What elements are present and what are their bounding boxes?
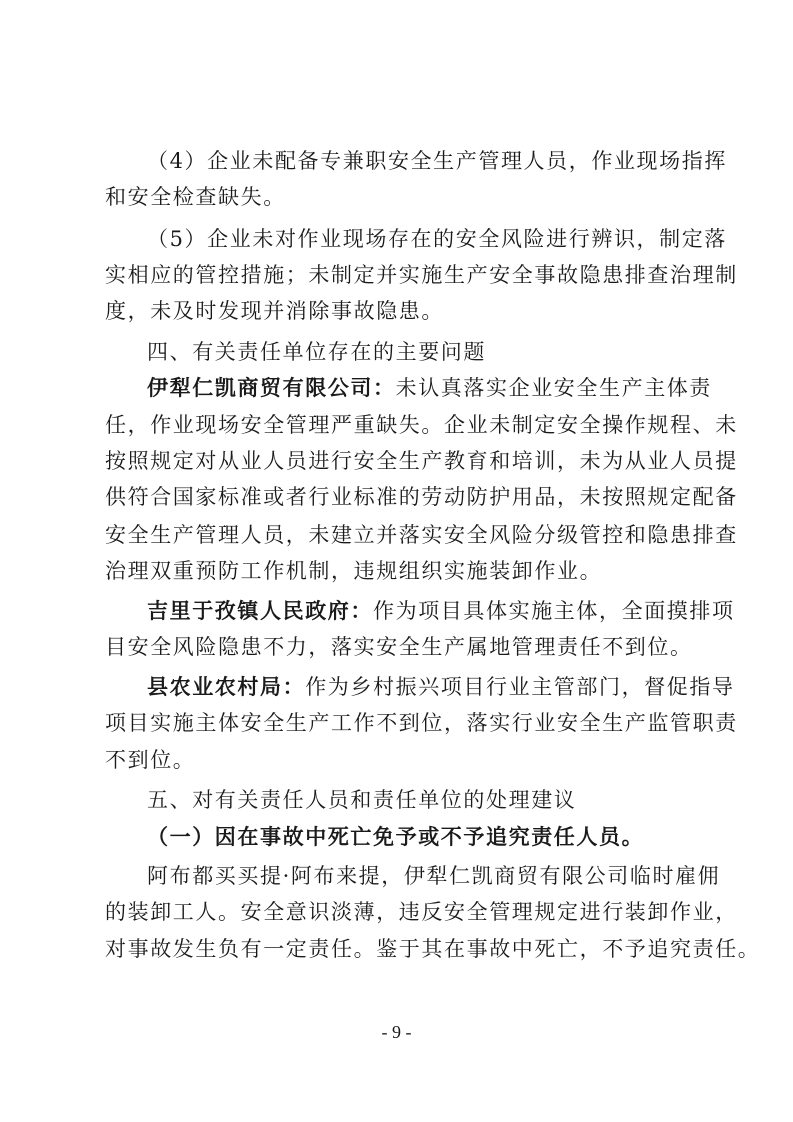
paragraph-company-line-4: 供符合国家标准或者行业标准的劳动防护用品，未按照规定配备 (105, 485, 738, 509)
paragraph-worker-line-3: 对事故发生负有一定责任。鉴于其在事故中死亡，不予追究责任。 (105, 937, 761, 961)
agriculture-bureau-label: 县农业农村局： (147, 674, 306, 699)
paragraph-worker-line-2: 的装卸工人。安全意识淡薄，违反安全管理规定进行装卸作业， (105, 900, 738, 924)
section-heading-5: 五、对有关责任人员和责任单位的处理建议 (147, 788, 577, 812)
paragraph-town-government-line-1: 吉里于孜镇人民政府：作为项目具体实施主体，全面摸排项 (147, 598, 735, 623)
paragraph-company-line-1: 伊犁仁凯商贸有限公司：未认真落实企业安全生产主体责 (147, 375, 713, 400)
town-government-label: 吉里于孜镇人民政府： (147, 598, 373, 623)
paragraph-item-4-line-2: 和安全检查缺失。 (105, 185, 286, 209)
paragraph-agriculture-bureau-line-3: 不到位。 (105, 748, 196, 772)
section-heading-4: 四、有关责任单位存在的主要问题 (147, 340, 486, 364)
paragraph-agriculture-bureau-line-1: 县农业农村局：作为乡村振兴项目行业主管部门，督促指导 (147, 674, 735, 699)
paragraph-company-line-6: 治理双重预防工作机制，违规组织实施装卸作业。 (105, 559, 603, 583)
paragraph-item-5-line-3: 度，未及时发现并消除事故隐患。 (105, 299, 444, 323)
paragraph-agriculture-bureau-line-2: 项目实施主体安全生产工作不到位，落实行业安全生产监管职责 (105, 711, 738, 735)
page-number: - 9 - (381, 1022, 412, 1042)
paragraph-company-line-2: 任，作业现场安全管理严重缺失。企业未制定安全操作规程、未 (105, 413, 738, 437)
paragraph-item-5-line-1: （5）企业未对作业现场存在的安全风险进行辨识，制定落 (147, 227, 727, 251)
paragraph-town-government-line-2: 目安全风险隐患不力，落实安全生产属地管理责任不到位。 (105, 635, 693, 659)
paragraph-company-line-5: 安全生产管理人员，未建立并落实安全风险分级管控和隐患排查 (105, 523, 738, 547)
paragraph-item-5-line-2: 实相应的管控措施；未制定并实施生产安全事故隐患排查治理制 (105, 263, 738, 287)
subsection-heading-1: （一）因在事故中死亡免予或不予追究责任人员。 (147, 824, 645, 849)
paragraph-item-4-line-1: （4）企业未配备专兼职安全生产管理人员，作业现场指挥 (147, 149, 727, 173)
paragraph-worker-line-1: 阿布都买买提·阿布来提，伊犁仁凯商贸有限公司临时雇佣 (147, 864, 721, 888)
paragraph-company-line-3: 按照规定对从业人员进行安全生产教育和培训，未为从业人员提 (105, 449, 738, 473)
company-name-label: 伊犁仁凯商贸有限公司： (147, 375, 396, 400)
